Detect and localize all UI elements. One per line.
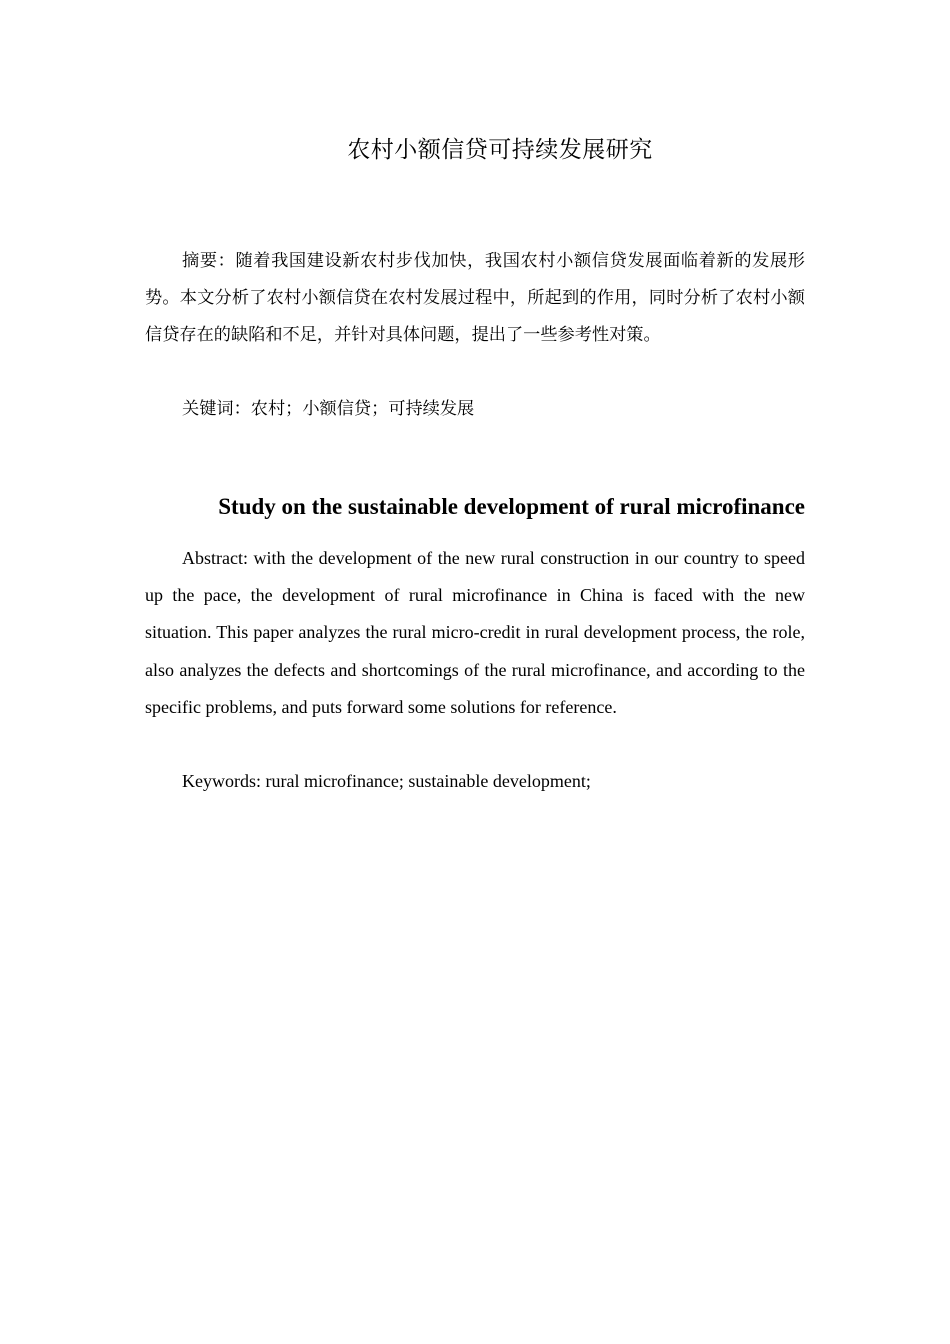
chinese-keywords: 关键词：农村；小额信贷；可持续发展	[182, 399, 475, 419]
english-title: Study on the sustainable development of rural microfinance	[218, 494, 805, 519]
english-keywords: Keywords: rural microfinance; sustainable development;	[182, 771, 591, 791]
chinese-abstract: 摘要：随着我国建设新农村步伐加快，我国农村小额信贷发展面临着新的发展形势。本文分析了农村小额信贷在农村发展过程中，所起到的作用，同时分析了农村小额信贷存在的缺陷和不足，并针对具体问题，提出了一些参考性对策。	[145, 251, 805, 346]
english-abstract: Abstract: with the development of the new rural construction in our country to speed up the pace, the development of rural microfinance in China is faced with the new situation. This paper analyzes the rural micro-credit in rural development process, the role, also analyzes the defects and shortcomings of the rural microfinance, and according to the specific problems, and puts forward some solutions for reference.	[145, 548, 805, 717]
chinese-title: 农村小额信贷可持续发展研究	[347, 137, 653, 163]
